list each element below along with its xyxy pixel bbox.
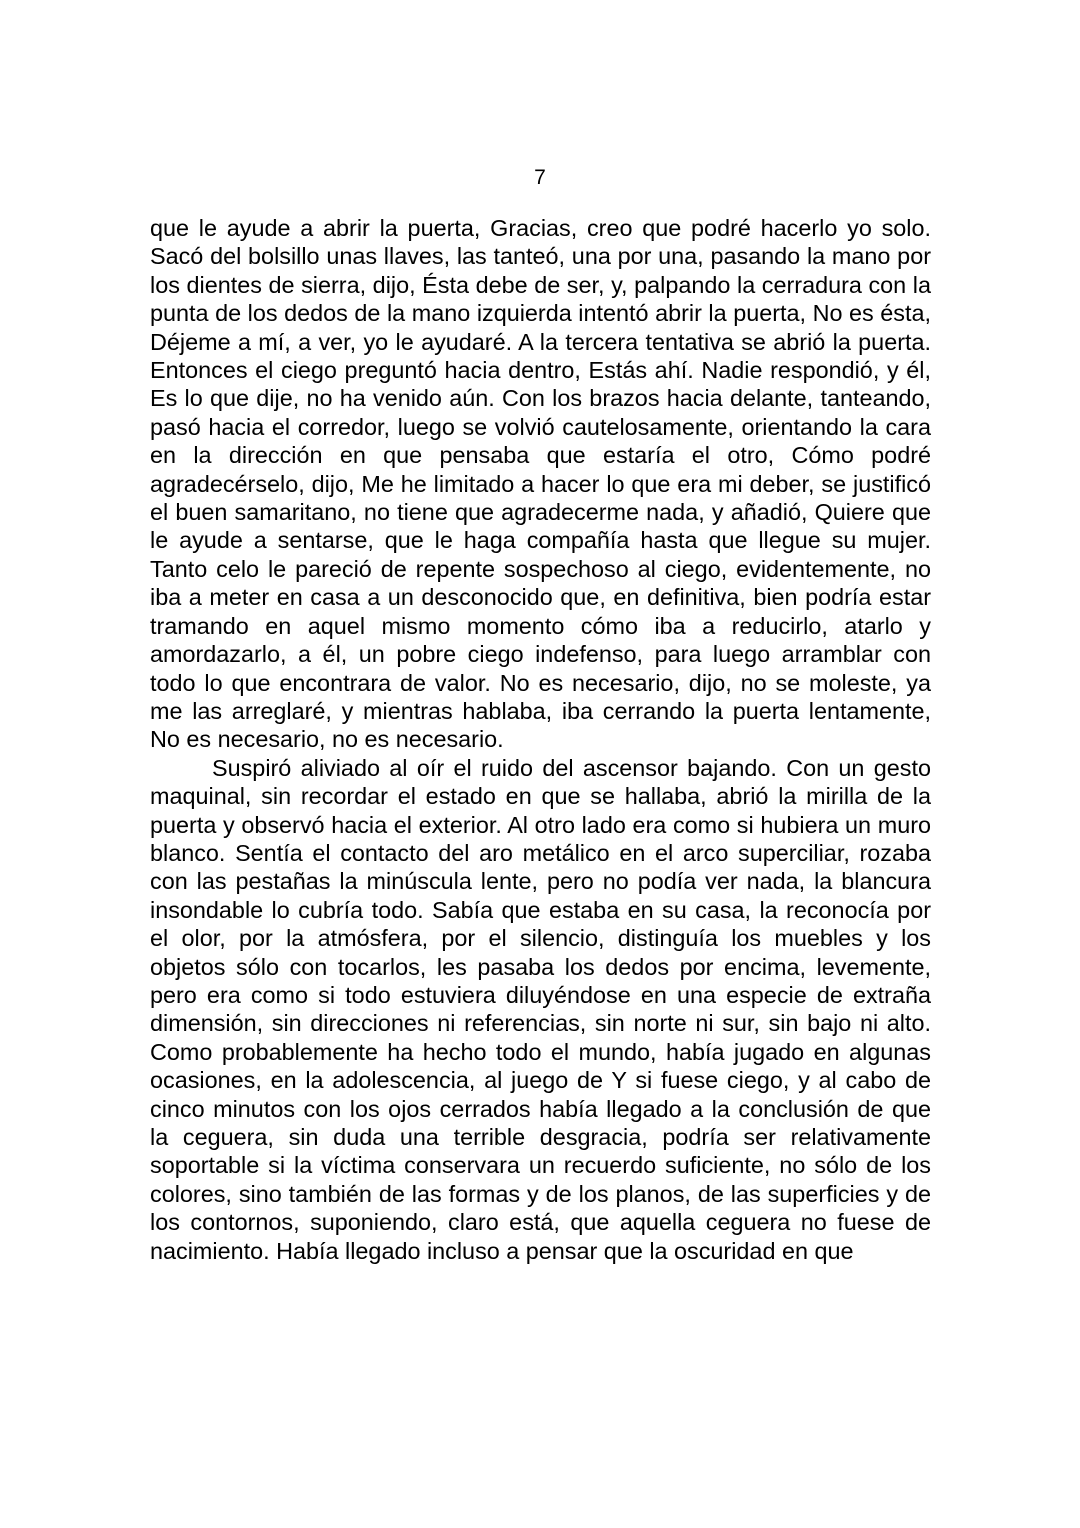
body-text	[150, 214, 931, 1265]
paragraph: Suspiró aliviado al oír el ruido del ascensor bajando. Con un gesto maquinal, sin recordar el estado en que se hallaba, abrió la mirilla de la puerta y observó hacia el exterior. Al otro lado era como si hubiera un muro blanco. Sentía el contacto del aro metálico en el arco superciliar, rozaba con las pestañas la minúscula lente, pero no podía ver nada, la blancura insondable lo cubría todo. Sabía que estaba en su casa, la reconocía por el olor, por la atmósfera, por el silencio, distinguía los muebles y los objetos sólo con tocarlos, les pasaba los dedos por encima, levemente, pero era como si todo estuviera diluyéndose en una especie de extraña dimensión, sin direcciones ni referencias, sin norte ni sur, sin bajo ni alto. Como probablemente ha hecho todo el mundo, había jugado en algunas ocasiones, en la adolescencia, al juego de Y si fuese ciego, y al cabo de cinco minutos con los ojos cerrados había llegado a la conclusión de que la ceguera, sin duda una terrible desgracia, podría ser relativamente soportable si la víctima conservara un recuerdo suficiente, no sólo de los colores, sino también de las formas y de los planos, de las superficies y de los contornos, suponiendo, claro está, que aquella ceguera no fuese de nacimiento. Había llegado incluso a pensar que la oscuridad en que	[150, 754, 931, 1264]
paragraph-continuation: que le ayude a abrir la puerta, Gracias, creo que podré hacerlo yo solo. Sacó del bolsillo unas llaves, las tanteó, una por una, pasando la mano por los dientes de sierra, dijo, Ésta debe de ser, y, palpando la cerradura con la punta de los dedos de la mano izquierda intentó abrir la puerta, No es ésta, Déjeme a mí, a ver, yo le ayudaré. A la tercera tentativa se abrió la puerta. Entonces el ciego preguntó hacia dentro, Estás ahí. Nadie respondió, y él, Es lo que dije, no ha venido aún. Con los brazos hacia delante, tanteando, pasó hacia el corredor, luego se volvió cautelosamente, orientando la cara en la dirección en que pensaba que estaría el otro, Cómo podré agradecérselo, dijo, Me he limitado a hacer lo que era mi deber, se justificó el buen samaritano, no tiene que agradecerme nada, y añadió, Quiere que le ayude a sentarse, que le haga compañía hasta que llegue su mujer. Tanto celo le pareció de repente sospechoso al ciego, evidentemente, no iba a meter en casa a un desconocido que, en definitiva, bien podría estar tramando en aquel mismo momento cómo iba a reducirlo, atarlo y amordazarlo, a él, un pobre ciego indefenso, para luego arramblar con todo lo que encontrara de valor. No es necesario, dijo, no se moleste, ya me las arreglaré, y mientras hablaba, iba cerrando la puerta lentamente, No es necesario, no es necesario.	[150, 215, 931, 753]
page-number: 7	[534, 166, 546, 189]
